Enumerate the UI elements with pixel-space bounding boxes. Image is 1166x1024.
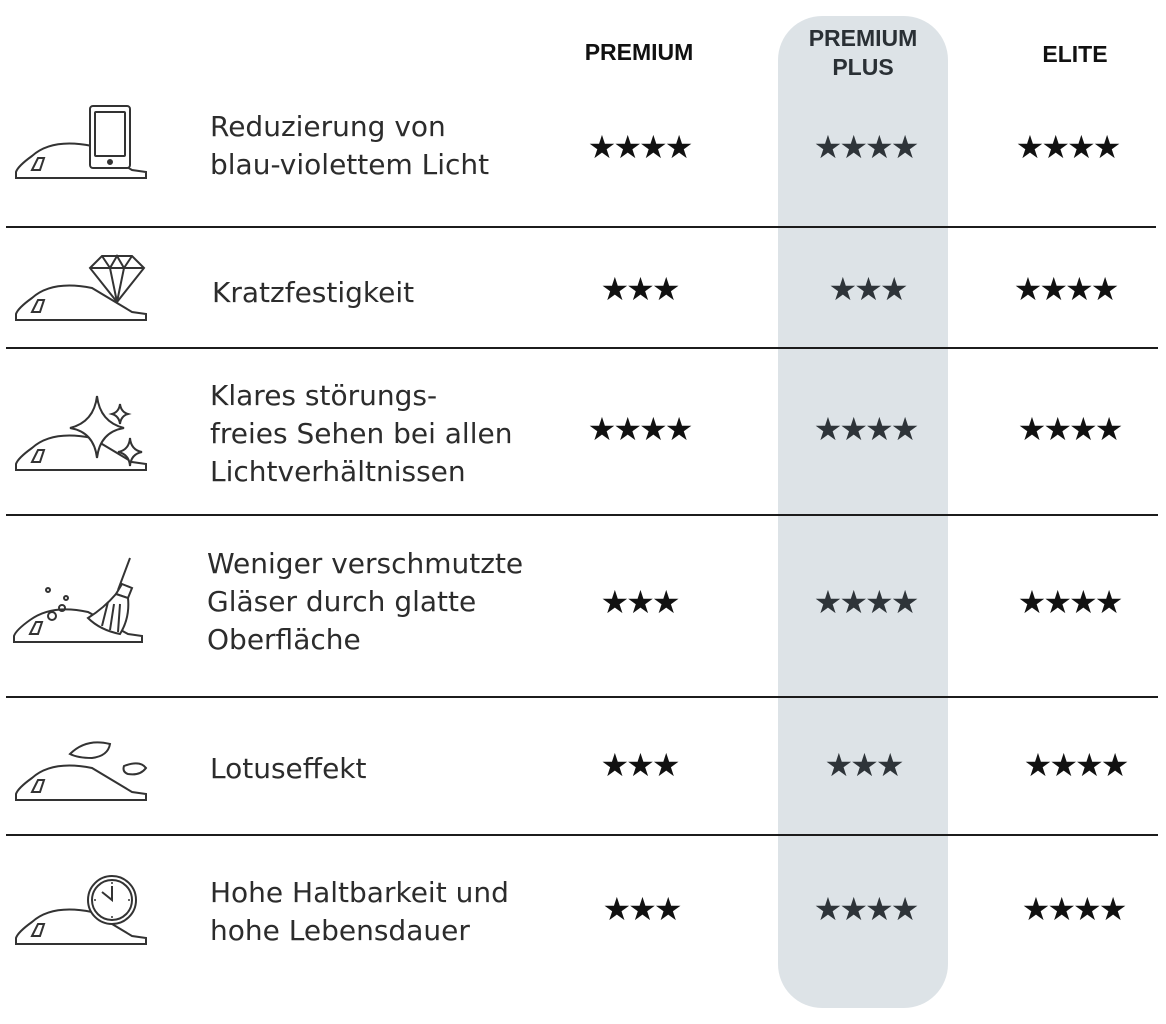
rating-stars-premium-plus: ★★★ xyxy=(828,270,906,308)
rating-stars-elite: ★★★★ xyxy=(1013,270,1117,308)
rating-stars-elite: ★★★★ xyxy=(1015,128,1119,166)
row-divider xyxy=(6,514,1158,516)
rating-stars-premium-plus: ★★★ xyxy=(824,746,902,784)
rating-stars-premium: ★★★ xyxy=(600,583,678,621)
feature-label: Hohe Haltbarkeit und hohe Lebensdauer xyxy=(210,876,509,947)
column-header-premium: PREMIUM xyxy=(584,39,694,65)
sparkle-lens-icon xyxy=(12,390,152,480)
row-divider xyxy=(6,834,1158,836)
row-divider xyxy=(6,226,1156,228)
column-header-premium-plus: PREMIUM PLUS xyxy=(808,25,918,80)
rating-stars-premium-plus: ★★★★ xyxy=(813,128,917,166)
diamond-lens-icon xyxy=(12,242,152,332)
feature-label: Kratzfestigkeit xyxy=(212,276,415,309)
rating-stars-premium: ★★★ xyxy=(602,890,680,928)
rating-stars-premium-plus: ★★★★ xyxy=(813,890,917,928)
rating-stars-premium: ★★★ xyxy=(600,270,678,308)
feature-label: Lotuseffekt xyxy=(210,752,367,785)
row-divider xyxy=(6,696,1158,698)
row-divider xyxy=(6,347,1158,349)
rating-stars-elite: ★★★★ xyxy=(1021,890,1125,928)
clock-lens-icon xyxy=(12,862,152,952)
rating-stars-elite: ★★★★ xyxy=(1017,410,1121,448)
broom-lens-icon xyxy=(12,556,152,646)
droplet-lens-icon xyxy=(12,722,152,812)
rating-stars-premium: ★★★★ xyxy=(587,410,691,448)
rating-stars-elite: ★★★★ xyxy=(1023,746,1127,784)
feature-label: Weniger verschmutzte Gläser durch glatte Oberfläche xyxy=(207,547,524,656)
rating-stars-premium: ★★★★ xyxy=(587,128,691,166)
feature-label: Klares störungs- freies Sehen bei allen Lichtverhältnissen xyxy=(210,379,513,488)
feature-label: Reduzierung von blau-violettem Licht xyxy=(210,110,490,181)
phone-lens-icon xyxy=(12,98,152,188)
rating-stars-premium-plus: ★★★★ xyxy=(813,410,917,448)
rating-stars-elite: ★★★★ xyxy=(1017,583,1121,621)
column-header-elite: ELITE xyxy=(1042,41,1108,67)
rating-stars-premium: ★★★ xyxy=(600,746,678,784)
rating-stars-premium-plus: ★★★★ xyxy=(813,583,917,621)
